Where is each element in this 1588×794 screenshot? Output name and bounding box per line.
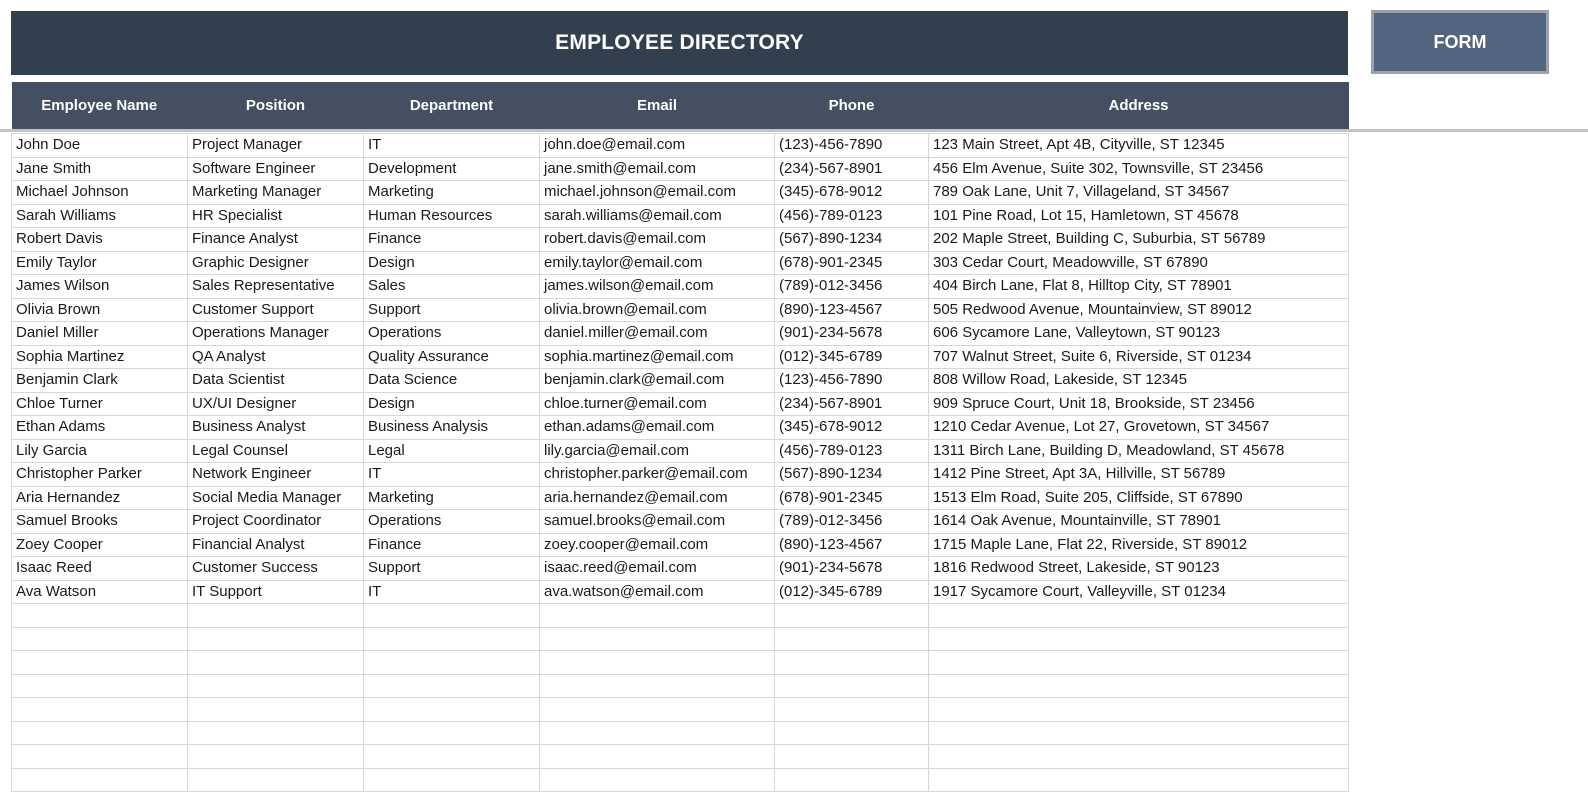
table-cell[interactable]: Legal xyxy=(364,439,540,463)
table-cell[interactable]: (456)-789-0123 xyxy=(775,204,929,228)
table-cell[interactable]: Marketing xyxy=(364,486,540,510)
table-row[interactable] xyxy=(12,275,1349,299)
table-row[interactable] xyxy=(12,134,1349,158)
table-cell[interactable]: Data Science xyxy=(364,369,540,393)
empty-row[interactable] xyxy=(12,698,1349,722)
table-cell[interactable]: Financial Analyst xyxy=(188,533,364,557)
empty-cell[interactable] xyxy=(540,674,775,698)
empty-cell[interactable] xyxy=(540,745,775,769)
table-cell[interactable]: Sarah Williams xyxy=(12,204,188,228)
table-cell[interactable]: 303 Cedar Court, Meadowville, ST 67890 xyxy=(929,251,1349,275)
empty-cell[interactable] xyxy=(775,651,929,675)
table-cell[interactable]: 808 Willow Road, Lakeside, ST 12345 xyxy=(929,369,1349,393)
table-cell[interactable]: Human Resources xyxy=(364,204,540,228)
table-cell[interactable]: 123 Main Street, Apt 4B, Cityville, ST 12345 xyxy=(929,134,1349,158)
empty-row[interactable] xyxy=(12,651,1349,675)
empty-cell[interactable] xyxy=(540,651,775,675)
table-cell[interactable]: Operations xyxy=(364,322,540,346)
table-cell[interactable]: Project Manager xyxy=(188,134,364,158)
empty-row[interactable] xyxy=(12,745,1349,769)
empty-cell[interactable] xyxy=(540,627,775,651)
empty-cell[interactable] xyxy=(775,627,929,651)
table-cell[interactable]: 606 Sycamore Lane, Valleytown, ST 90123 xyxy=(929,322,1349,346)
empty-cell[interactable] xyxy=(775,674,929,698)
table-cell[interactable]: Isaac Reed xyxy=(12,557,188,581)
table-cell[interactable]: Sales xyxy=(364,275,540,299)
form-button-label: FORM xyxy=(1433,31,1487,52)
table-cell[interactable]: 404 Birch Lane, Flat 8, Hilltop City, ST 78901 xyxy=(929,275,1349,299)
table-row[interactable] xyxy=(12,157,1349,181)
empty-row[interactable] xyxy=(12,768,1349,792)
table-cell[interactable]: Chloe Turner xyxy=(12,392,188,416)
empty-cell[interactable] xyxy=(12,745,188,769)
empty-cell[interactable] xyxy=(12,721,188,745)
table-cell[interactable]: Finance xyxy=(364,228,540,252)
table-cell[interactable]: IT xyxy=(364,580,540,604)
empty-cell[interactable] xyxy=(12,698,188,722)
table-cell[interactable]: (456)-789-0123 xyxy=(775,439,929,463)
empty-cell[interactable] xyxy=(364,627,540,651)
table-cell[interactable]: 505 Redwood Avenue, Mountainview, ST 89012 xyxy=(929,298,1349,322)
table-cell[interactable]: 1816 Redwood Street, Lakeside, ST 90123 xyxy=(929,557,1349,581)
table-cell[interactable]: emily.taylor@email.com xyxy=(540,251,775,275)
table-cell[interactable]: (789)-012-3456 xyxy=(775,275,929,299)
table-cell[interactable]: Development xyxy=(364,157,540,181)
table-cell[interactable]: 1917 Sycamore Court, Valleyville, ST 01234 xyxy=(929,580,1349,604)
table-row[interactable] xyxy=(12,369,1349,393)
table-cell[interactable]: (890)-123-4567 xyxy=(775,298,929,322)
empty-cell[interactable] xyxy=(775,604,929,628)
empty-cell[interactable] xyxy=(775,698,929,722)
table-row[interactable] xyxy=(12,416,1349,440)
table-cell[interactable]: Marketing Manager xyxy=(188,181,364,205)
table-cell[interactable]: Data Scientist xyxy=(188,369,364,393)
empty-cell[interactable] xyxy=(775,745,929,769)
empty-cell[interactable] xyxy=(188,627,364,651)
column-header[interactable]: Department xyxy=(364,82,540,129)
table-cell[interactable]: Finance xyxy=(364,533,540,557)
table-cell[interactable]: Samuel Brooks xyxy=(12,510,188,534)
frozen-pane-divider xyxy=(0,129,1588,132)
table-cell[interactable]: Customer Success xyxy=(188,557,364,581)
table-cell[interactable]: Olivia Brown xyxy=(12,298,188,322)
table-cell[interactable]: benjamin.clark@email.com xyxy=(540,369,775,393)
empty-row[interactable] xyxy=(12,627,1349,651)
table-cell[interactable]: Design xyxy=(364,251,540,275)
table-cell[interactable]: UX/UI Designer xyxy=(188,392,364,416)
empty-cell[interactable] xyxy=(775,768,929,792)
empty-cell[interactable] xyxy=(929,627,1349,651)
table-cell[interactable]: (567)-890-1234 xyxy=(775,463,929,487)
empty-cell[interactable] xyxy=(188,651,364,675)
column-header[interactable]: Phone xyxy=(775,82,929,129)
table-cell[interactable]: Social Media Manager xyxy=(188,486,364,510)
table-row[interactable] xyxy=(12,204,1349,228)
table-cell[interactable]: Lily Garcia xyxy=(12,439,188,463)
table-cell[interactable]: (678)-901-2345 xyxy=(775,251,929,275)
table-cell[interactable]: (901)-234-5678 xyxy=(775,557,929,581)
empty-cell[interactable] xyxy=(188,674,364,698)
table-cell[interactable]: samuel.brooks@email.com xyxy=(540,510,775,534)
page-title xyxy=(11,11,1348,75)
table-cell[interactable]: (123)-456-7890 xyxy=(775,134,929,158)
table-cell[interactable]: Marketing xyxy=(364,181,540,205)
table-cell[interactable]: Software Engineer xyxy=(188,157,364,181)
table-cell[interactable]: IT Support xyxy=(188,580,364,604)
table-cell[interactable]: 909 Spruce Court, Unit 18, Brookside, ST 23456 xyxy=(929,392,1349,416)
table-cell[interactable]: Sophia Martinez xyxy=(12,345,188,369)
table-cell[interactable]: (234)-567-8901 xyxy=(775,157,929,181)
table-cell[interactable]: Daniel Miller xyxy=(12,322,188,346)
table-cell[interactable]: zoey.cooper@email.com xyxy=(540,533,775,557)
table-cell[interactable]: Ethan Adams xyxy=(12,416,188,440)
table-cell[interactable]: chloe.turner@email.com xyxy=(540,392,775,416)
column-header[interactable]: Position xyxy=(188,82,364,129)
table-cell[interactable]: 202 Maple Street, Building C, Suburbia, ST 56789 xyxy=(929,228,1349,252)
empty-cell[interactable] xyxy=(929,604,1349,628)
table-row[interactable] xyxy=(12,486,1349,510)
table-cell[interactable]: jane.smith@email.com xyxy=(540,157,775,181)
empty-row[interactable] xyxy=(12,674,1349,698)
table-cell[interactable]: (345)-678-9012 xyxy=(775,181,929,205)
table-cell[interactable]: Jane Smith xyxy=(12,157,188,181)
table-cell[interactable]: HR Specialist xyxy=(188,204,364,228)
table-cell[interactable]: IT xyxy=(364,134,540,158)
table-cell[interactable]: 1513 Elm Road, Suite 205, Cliffside, ST 67890 xyxy=(929,486,1349,510)
table-cell[interactable]: michael.johnson@email.com xyxy=(540,181,775,205)
table-cell[interactable]: james.wilson@email.com xyxy=(540,275,775,299)
table-cell[interactable]: ethan.adams@email.com xyxy=(540,416,775,440)
empty-cell[interactable] xyxy=(540,604,775,628)
table-row[interactable] xyxy=(12,463,1349,487)
table-row[interactable] xyxy=(12,392,1349,416)
table-cell[interactable]: 456 Elm Avenue, Suite 302, Townsville, ST 23456 xyxy=(929,157,1349,181)
table-cell[interactable]: Sales Representative xyxy=(188,275,364,299)
table-cell[interactable]: Project Coordinator xyxy=(188,510,364,534)
table-cell[interactable]: (123)-456-7890 xyxy=(775,369,929,393)
empty-cell[interactable] xyxy=(12,604,188,628)
table-cell[interactable]: (012)-345-6789 xyxy=(775,345,929,369)
table-cell[interactable]: 789 Oak Lane, Unit 7, Villageland, ST 34567 xyxy=(929,181,1349,205)
empty-cell[interactable] xyxy=(12,768,188,792)
table-row[interactable] xyxy=(12,181,1349,205)
empty-cell[interactable] xyxy=(929,698,1349,722)
table-cell[interactable]: (345)-678-9012 xyxy=(775,416,929,440)
table-cell[interactable]: (012)-345-6789 xyxy=(775,580,929,604)
column-header[interactable]: Employee Name xyxy=(12,82,188,129)
empty-cell[interactable] xyxy=(188,768,364,792)
table-cell[interactable]: Legal Counsel xyxy=(188,439,364,463)
employee-table xyxy=(11,82,1349,792)
table-row[interactable] xyxy=(12,228,1349,252)
empty-cell[interactable] xyxy=(929,745,1349,769)
empty-cell[interactable] xyxy=(364,745,540,769)
table-cell[interactable]: John Doe xyxy=(12,134,188,158)
empty-cell[interactable] xyxy=(929,768,1349,792)
empty-cell[interactable] xyxy=(775,721,929,745)
table-cell[interactable]: Finance Analyst xyxy=(188,228,364,252)
empty-cell[interactable] xyxy=(188,745,364,769)
empty-cell[interactable] xyxy=(188,721,364,745)
table-cell[interactable]: Support xyxy=(364,557,540,581)
table-cell[interactable]: (789)-012-3456 xyxy=(775,510,929,534)
empty-cell[interactable] xyxy=(929,721,1349,745)
table-cell[interactable]: (678)-901-2345 xyxy=(775,486,929,510)
table-cell[interactable]: 707 Walnut Street, Suite 6, Riverside, ST 01234 xyxy=(929,345,1349,369)
empty-row[interactable] xyxy=(12,604,1349,628)
table-cell[interactable]: 1715 Maple Lane, Flat 22, Riverside, ST 89012 xyxy=(929,533,1349,557)
table-row[interactable] xyxy=(12,510,1349,534)
table-cell[interactable]: Graphic Designer xyxy=(188,251,364,275)
table-cell[interactable]: robert.davis@email.com xyxy=(540,228,775,252)
table-cell[interactable]: Aria Hernandez xyxy=(12,486,188,510)
empty-cell[interactable] xyxy=(540,721,775,745)
table-cell[interactable]: (234)-567-8901 xyxy=(775,392,929,416)
table-cell[interactable]: ava.watson@email.com xyxy=(540,580,775,604)
table-cell[interactable]: 1210 Cedar Avenue, Lot 27, Grovetown, ST 34567 xyxy=(929,416,1349,440)
table-cell[interactable]: 1412 Pine Street, Apt 3A, Hillville, ST 56789 xyxy=(929,463,1349,487)
empty-cell[interactable] xyxy=(929,674,1349,698)
table-cell[interactable]: Ava Watson xyxy=(12,580,188,604)
table-cell[interactable]: Zoey Cooper xyxy=(12,533,188,557)
table-row[interactable] xyxy=(12,298,1349,322)
empty-cell[interactable] xyxy=(12,674,188,698)
empty-cell[interactable] xyxy=(929,651,1349,675)
empty-cell[interactable] xyxy=(188,604,364,628)
empty-cell[interactable] xyxy=(364,768,540,792)
table-cell[interactable]: aria.hernandez@email.com xyxy=(540,486,775,510)
table-cell[interactable]: (901)-234-5678 xyxy=(775,322,929,346)
empty-cell[interactable] xyxy=(12,627,188,651)
empty-cell[interactable] xyxy=(364,651,540,675)
table-cell[interactable]: Business Analysis xyxy=(364,416,540,440)
empty-cell[interactable] xyxy=(364,721,540,745)
table-cell[interactable]: Network Engineer xyxy=(188,463,364,487)
table-row[interactable] xyxy=(12,557,1349,581)
table-cell[interactable]: sophia.martinez@email.com xyxy=(540,345,775,369)
form-button[interactable] xyxy=(1371,10,1549,74)
column-header[interactable]: Address xyxy=(929,82,1349,129)
empty-cell[interactable] xyxy=(540,698,775,722)
table-cell[interactable]: daniel.miller@email.com xyxy=(540,322,775,346)
table-cell[interactable]: QA Analyst xyxy=(188,345,364,369)
table-cell[interactable]: john.doe@email.com xyxy=(540,134,775,158)
table-cell[interactable]: IT xyxy=(364,463,540,487)
table-row[interactable] xyxy=(12,580,1349,604)
empty-row[interactable] xyxy=(12,721,1349,745)
empty-cell[interactable] xyxy=(540,768,775,792)
empty-cell[interactable] xyxy=(364,604,540,628)
table-cell[interactable]: Emily Taylor xyxy=(12,251,188,275)
table-cell[interactable]: isaac.reed@email.com xyxy=(540,557,775,581)
table-cell[interactable]: Operations Manager xyxy=(188,322,364,346)
table-cell[interactable]: 101 Pine Road, Lot 15, Hamletown, ST 45678 xyxy=(929,204,1349,228)
table-cell[interactable]: James Wilson xyxy=(12,275,188,299)
table-cell[interactable]: (567)-890-1234 xyxy=(775,228,929,252)
header-row xyxy=(12,82,1349,129)
table-cell[interactable]: Operations xyxy=(364,510,540,534)
empty-cell[interactable] xyxy=(364,674,540,698)
table-cell[interactable]: sarah.williams@email.com xyxy=(540,204,775,228)
table-cell[interactable]: 1311 Birch Lane, Building D, Meadowland, ST 45678 xyxy=(929,439,1349,463)
table-row[interactable] xyxy=(12,533,1349,557)
table-cell[interactable]: Customer Support xyxy=(188,298,364,322)
table-cell[interactable]: olivia.brown@email.com xyxy=(540,298,775,322)
table-cell[interactable]: 1614 Oak Avenue, Mountainville, ST 78901 xyxy=(929,510,1349,534)
table-row[interactable] xyxy=(12,345,1349,369)
empty-cell[interactable] xyxy=(188,698,364,722)
table-row[interactable] xyxy=(12,439,1349,463)
table-cell[interactable]: Quality Assurance xyxy=(364,345,540,369)
table-cell[interactable]: (890)-123-4567 xyxy=(775,533,929,557)
table-cell[interactable]: lily.garcia@email.com xyxy=(540,439,775,463)
table-cell[interactable]: Business Analyst xyxy=(188,416,364,440)
page-title-text: EMPLOYEE DIRECTORY xyxy=(555,31,804,54)
empty-cell[interactable] xyxy=(364,698,540,722)
column-header[interactable]: Email xyxy=(540,82,775,129)
table-cell[interactable]: Robert Davis xyxy=(12,228,188,252)
table-row[interactable] xyxy=(12,322,1349,346)
table-cell[interactable]: Christopher Parker xyxy=(12,463,188,487)
table-cell[interactable]: Support xyxy=(364,298,540,322)
table-cell[interactable]: Michael Johnson xyxy=(12,181,188,205)
table-cell[interactable]: Benjamin Clark xyxy=(12,369,188,393)
table-cell[interactable]: christopher.parker@email.com xyxy=(540,463,775,487)
table-row[interactable] xyxy=(12,251,1349,275)
table-header xyxy=(12,82,1349,129)
empty-cell[interactable] xyxy=(12,651,188,675)
table-body xyxy=(12,129,1349,792)
table-cell[interactable]: Design xyxy=(364,392,540,416)
